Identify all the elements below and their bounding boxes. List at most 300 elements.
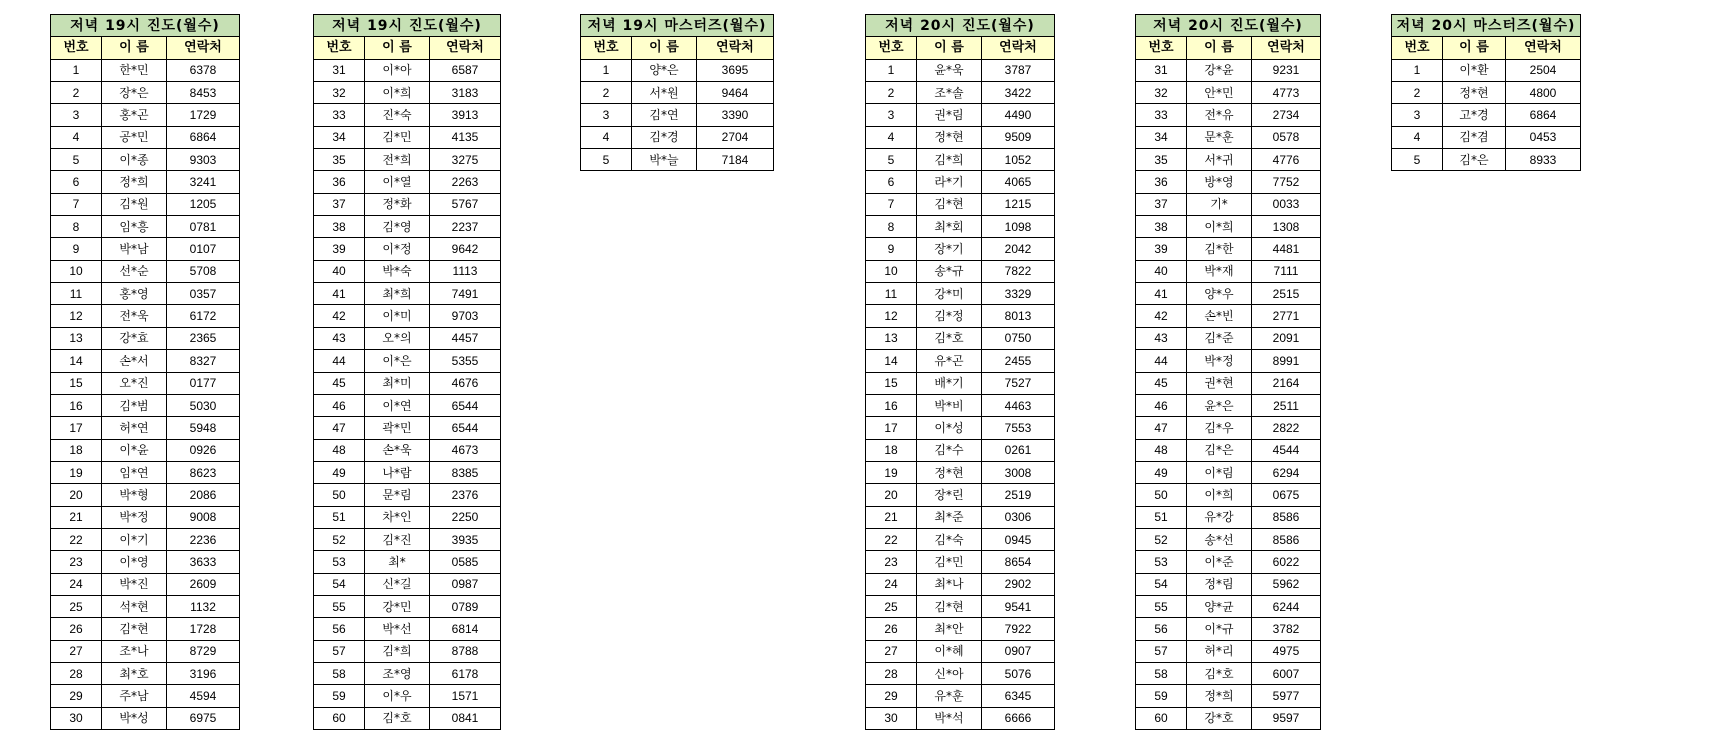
member-name: 신*아	[917, 662, 982, 684]
table-row	[51, 528, 240, 550]
row-number: 15	[866, 372, 917, 394]
member-name: 김*희	[365, 640, 430, 662]
table-row	[51, 283, 240, 305]
member-name: 유*강	[1187, 506, 1252, 528]
table-row	[51, 260, 240, 282]
table-row	[51, 707, 240, 729]
member-name: 홍*영	[102, 283, 167, 305]
row-number: 17	[866, 417, 917, 439]
table-row	[1136, 484, 1321, 506]
row-number: 12	[866, 305, 917, 327]
header-name: 이 름	[1443, 37, 1506, 59]
contact-number: 2236	[167, 528, 240, 550]
contact-number: 1098	[982, 216, 1055, 238]
contact-number: 1728	[167, 618, 240, 640]
table-row	[1136, 126, 1321, 148]
member-name: 김*경	[632, 126, 697, 148]
member-name: 최*희	[365, 283, 430, 305]
row-number: 50	[314, 484, 365, 506]
row-number: 26	[866, 618, 917, 640]
row-number: 48	[1136, 439, 1187, 461]
contact-number: 0578	[1252, 126, 1321, 148]
member-name: 박*정	[1187, 350, 1252, 372]
table-row	[866, 305, 1055, 327]
member-name: 손*빈	[1187, 305, 1252, 327]
table-row	[1136, 327, 1321, 349]
contact-number: 7184	[697, 149, 774, 171]
table-row	[1136, 685, 1321, 707]
contact-number: 0789	[430, 595, 501, 617]
table-row	[314, 484, 501, 506]
row-number: 46	[1136, 394, 1187, 416]
member-name: 김*영	[365, 216, 430, 238]
contact-number: 6345	[982, 685, 1055, 707]
table-row	[51, 394, 240, 416]
contact-number: 6814	[430, 618, 501, 640]
member-name: 이*준	[1187, 551, 1252, 573]
member-name: 유*곤	[917, 350, 982, 372]
row-number: 2	[51, 82, 102, 104]
row-number: 28	[51, 662, 102, 684]
contact-number: 9703	[430, 305, 501, 327]
member-name: 김*민	[917, 551, 982, 573]
table-row	[314, 372, 501, 394]
contact-number: 3782	[1252, 618, 1321, 640]
row-number: 54	[314, 573, 365, 595]
table-row	[1392, 126, 1581, 148]
header-name: 이 름	[365, 37, 430, 59]
row-number: 52	[1136, 528, 1187, 550]
member-name: 주*남	[102, 685, 167, 707]
table-row	[314, 305, 501, 327]
member-name: 문*훈	[1187, 126, 1252, 148]
table-row	[866, 595, 1055, 617]
row-number: 49	[1136, 461, 1187, 483]
table-row	[51, 618, 240, 640]
contact-number: 0033	[1252, 193, 1321, 215]
contact-number: 3275	[430, 149, 501, 171]
row-number: 24	[866, 573, 917, 595]
row-number: 25	[51, 595, 102, 617]
member-name: 최*준	[917, 506, 982, 528]
contact-number: 7922	[982, 618, 1055, 640]
row-number: 9	[51, 238, 102, 260]
member-name: 전*희	[365, 149, 430, 171]
contact-number: 2164	[1252, 372, 1321, 394]
row-number: 10	[866, 260, 917, 282]
contact-number: 8013	[982, 305, 1055, 327]
row-number: 31	[1136, 59, 1187, 81]
contact-number: 5076	[982, 662, 1055, 684]
contact-number: 0261	[982, 439, 1055, 461]
table-row	[51, 171, 240, 193]
row-number: 5	[51, 149, 102, 171]
member-name: 김*호	[917, 327, 982, 349]
member-name: 배*기	[917, 372, 982, 394]
member-name: 김*은	[1443, 149, 1506, 171]
contact-number: 6544	[430, 417, 501, 439]
table-row	[581, 59, 774, 81]
table-row	[1136, 104, 1321, 126]
row-number: 14	[51, 350, 102, 372]
member-name: 유*훈	[917, 685, 982, 707]
contact-number: 9464	[697, 82, 774, 104]
contact-number: 7822	[982, 260, 1055, 282]
contact-number: 2734	[1252, 104, 1321, 126]
row-number: 4	[581, 126, 632, 148]
contact-number: 5030	[167, 394, 240, 416]
header-number: 번호	[866, 37, 917, 59]
table-row	[866, 59, 1055, 81]
table-row	[1136, 551, 1321, 573]
table-row	[1136, 372, 1321, 394]
row-number: 42	[314, 305, 365, 327]
contact-number: 4463	[982, 394, 1055, 416]
contact-number: 0750	[982, 327, 1055, 349]
table-row	[1136, 216, 1321, 238]
contact-number: 4490	[982, 104, 1055, 126]
member-name: 이*환	[1443, 59, 1506, 81]
table-row	[51, 551, 240, 573]
row-number: 55	[1136, 595, 1187, 617]
member-name: 서*원	[632, 82, 697, 104]
header-number: 번호	[51, 37, 102, 59]
table-row	[314, 506, 501, 528]
member-name: 홍*곤	[102, 104, 167, 126]
contact-number: 5767	[430, 193, 501, 215]
member-name: 권*림	[917, 104, 982, 126]
member-name: 신*길	[365, 573, 430, 595]
row-number: 6	[866, 171, 917, 193]
contact-number: 6244	[1252, 595, 1321, 617]
member-name: 이*성	[917, 417, 982, 439]
row-number: 4	[866, 126, 917, 148]
row-number: 3	[51, 104, 102, 126]
row-number: 53	[1136, 551, 1187, 573]
row-number: 33	[1136, 104, 1187, 126]
table-row	[1136, 305, 1321, 327]
table-row	[1136, 506, 1321, 528]
table-row	[581, 82, 774, 104]
table-row	[314, 283, 501, 305]
contact-number: 5355	[430, 350, 501, 372]
table-row	[314, 59, 501, 81]
header-name: 이 름	[632, 37, 697, 59]
member-name: 김*수	[917, 439, 982, 461]
row-number: 18	[866, 439, 917, 461]
member-name: 선*순	[102, 260, 167, 282]
contact-number: 3913	[430, 104, 501, 126]
member-name: 박*진	[102, 573, 167, 595]
header-name: 이 름	[917, 37, 982, 59]
member-name: 문*림	[365, 484, 430, 506]
table-row	[51, 439, 240, 461]
table-row	[866, 707, 1055, 729]
table-row	[866, 528, 1055, 550]
member-name: 서*귀	[1187, 149, 1252, 171]
row-number: 37	[1136, 193, 1187, 215]
member-name: 장*은	[102, 82, 167, 104]
table-row	[314, 707, 501, 729]
row-number: 55	[314, 595, 365, 617]
row-number: 4	[1392, 126, 1443, 148]
member-name: 김*희	[917, 149, 982, 171]
member-name: 최*안	[917, 618, 982, 640]
contact-number: 2504	[1506, 59, 1581, 81]
table-title: 저녁 19시 마스터즈(월수)	[581, 15, 774, 37]
member-name: 기*	[1187, 193, 1252, 215]
table-row	[866, 506, 1055, 528]
member-name: 최*	[365, 551, 430, 573]
table-row	[581, 126, 774, 148]
contact-number: 8453	[167, 82, 240, 104]
member-name: 박*남	[102, 238, 167, 260]
table-row	[866, 640, 1055, 662]
contact-number: 3390	[697, 104, 774, 126]
member-name: 김*우	[1187, 417, 1252, 439]
table-row	[314, 104, 501, 126]
row-number: 39	[314, 238, 365, 260]
row-number: 28	[866, 662, 917, 684]
member-name: 이*희	[1187, 484, 1252, 506]
contact-number: 7553	[982, 417, 1055, 439]
member-name: 공*민	[102, 126, 167, 148]
table-title: 저녁 19시 진도(월수)	[51, 15, 240, 37]
member-name: 정*현	[917, 126, 982, 148]
table-row	[51, 193, 240, 215]
contact-number: 8385	[430, 461, 501, 483]
contact-number: 8933	[1506, 149, 1581, 171]
contact-number: 0107	[167, 238, 240, 260]
table-row	[1136, 394, 1321, 416]
row-number: 59	[1136, 685, 1187, 707]
row-number: 16	[51, 394, 102, 416]
contact-number: 9008	[167, 506, 240, 528]
member-name: 강*효	[102, 327, 167, 349]
row-number: 44	[1136, 350, 1187, 372]
contact-number: 4673	[430, 439, 501, 461]
contact-number: 0357	[167, 283, 240, 305]
row-number: 33	[314, 104, 365, 126]
contact-number: 6172	[167, 305, 240, 327]
row-number: 21	[866, 506, 917, 528]
row-number: 11	[51, 283, 102, 305]
row-number: 1	[1392, 59, 1443, 81]
table-row	[51, 506, 240, 528]
member-name: 차*인	[365, 506, 430, 528]
member-name: 송*선	[1187, 528, 1252, 550]
header-contact: 연락처	[1252, 37, 1321, 59]
contact-number: 1729	[167, 104, 240, 126]
contact-number: 0585	[430, 551, 501, 573]
table-row	[51, 216, 240, 238]
member-name: 양*균	[1187, 595, 1252, 617]
row-number: 5	[1392, 149, 1443, 171]
header-number: 번호	[314, 37, 365, 59]
contact-number: 4544	[1252, 439, 1321, 461]
contact-number: 0926	[167, 439, 240, 461]
contact-number: 4773	[1252, 82, 1321, 104]
table-row	[866, 126, 1055, 148]
row-number: 3	[581, 104, 632, 126]
member-name: 박*재	[1187, 260, 1252, 282]
member-name: 손*욱	[365, 439, 430, 461]
row-number: 58	[1136, 662, 1187, 684]
contact-number: 8788	[430, 640, 501, 662]
row-number: 44	[314, 350, 365, 372]
row-number: 49	[314, 461, 365, 483]
member-name: 나*람	[365, 461, 430, 483]
row-number: 8	[866, 216, 917, 238]
member-name: 김*한	[1187, 238, 1252, 260]
table-row	[1136, 662, 1321, 684]
row-number: 5	[866, 149, 917, 171]
row-number: 8	[51, 216, 102, 238]
contact-number: 3241	[167, 171, 240, 193]
contact-number: 8586	[1252, 506, 1321, 528]
contact-number: 2771	[1252, 305, 1321, 327]
member-name: 조*솔	[917, 82, 982, 104]
contact-number: 3787	[982, 59, 1055, 81]
member-name: 김*범	[102, 394, 167, 416]
contact-number: 4594	[167, 685, 240, 707]
table-row	[1136, 461, 1321, 483]
row-number: 2	[866, 82, 917, 104]
member-name: 고*경	[1443, 104, 1506, 126]
table-row	[1136, 283, 1321, 305]
table-row	[866, 238, 1055, 260]
member-name: 조*나	[102, 640, 167, 662]
row-number: 15	[51, 372, 102, 394]
contact-number: 3196	[167, 662, 240, 684]
row-number: 53	[314, 551, 365, 573]
contact-number: 7527	[982, 372, 1055, 394]
roster-table	[313, 14, 501, 730]
row-number: 35	[314, 149, 365, 171]
member-name: 이*열	[365, 171, 430, 193]
contact-number: 6587	[430, 59, 501, 81]
contact-number: 1052	[982, 149, 1055, 171]
contact-number: 8623	[167, 461, 240, 483]
contact-number: 4457	[430, 327, 501, 349]
member-name: 박*성	[102, 707, 167, 729]
row-number: 32	[1136, 82, 1187, 104]
contact-number: 2609	[167, 573, 240, 595]
row-number: 30	[51, 707, 102, 729]
member-name: 방*영	[1187, 171, 1252, 193]
member-name: 강*민	[365, 595, 430, 617]
contact-number: 6294	[1252, 461, 1321, 483]
contact-number: 3935	[430, 528, 501, 550]
table-row	[1136, 528, 1321, 550]
contact-number: 7491	[430, 283, 501, 305]
contact-number: 3695	[697, 59, 774, 81]
member-name: 임*흥	[102, 216, 167, 238]
member-name: 임*연	[102, 461, 167, 483]
member-name: 김*민	[365, 126, 430, 148]
row-number: 3	[1392, 104, 1443, 126]
member-name: 장*기	[917, 238, 982, 260]
header-contact: 연락처	[697, 37, 774, 59]
row-number: 22	[866, 528, 917, 550]
table-row	[1136, 439, 1321, 461]
row-number: 32	[314, 82, 365, 104]
member-name: 박*늘	[632, 149, 697, 171]
member-name: 전*유	[1187, 104, 1252, 126]
table-row	[51, 461, 240, 483]
contact-number: 2086	[167, 484, 240, 506]
table-row	[1136, 238, 1321, 260]
contact-number: 0177	[167, 372, 240, 394]
member-name: 박*석	[917, 707, 982, 729]
row-number: 25	[866, 595, 917, 617]
member-name: 이*연	[365, 394, 430, 416]
member-name: 박*정	[102, 506, 167, 528]
table-row	[51, 484, 240, 506]
table-row	[314, 171, 501, 193]
table-row	[314, 551, 501, 573]
row-number: 35	[1136, 149, 1187, 171]
contact-number: 2455	[982, 350, 1055, 372]
table-row	[51, 59, 240, 81]
table-row	[314, 149, 501, 171]
table-row	[1136, 193, 1321, 215]
member-name: 최*미	[365, 372, 430, 394]
table-row	[1136, 573, 1321, 595]
header-number: 번호	[581, 37, 632, 59]
row-number: 1	[866, 59, 917, 81]
contact-number: 0781	[167, 216, 240, 238]
contact-number: 8586	[1252, 528, 1321, 550]
header-number: 번호	[1392, 37, 1443, 59]
table-row	[1136, 82, 1321, 104]
table-row	[314, 461, 501, 483]
member-name: 권*현	[1187, 372, 1252, 394]
row-number: 23	[866, 551, 917, 573]
member-name: 진*숙	[365, 104, 430, 126]
member-name: 박*숙	[365, 260, 430, 282]
contact-number: 1113	[430, 260, 501, 282]
table-row	[51, 149, 240, 171]
member-name: 장*린	[917, 484, 982, 506]
row-number: 31	[314, 59, 365, 81]
table-row	[51, 662, 240, 684]
table-row	[866, 216, 1055, 238]
table-row	[314, 417, 501, 439]
table-row	[866, 618, 1055, 640]
row-number: 1	[581, 59, 632, 81]
table-row	[866, 149, 1055, 171]
contact-number: 9509	[982, 126, 1055, 148]
row-number: 19	[51, 461, 102, 483]
member-name: 이*규	[1187, 618, 1252, 640]
row-number: 18	[51, 439, 102, 461]
table-row	[51, 238, 240, 260]
header-name: 이 름	[102, 37, 167, 59]
row-number: 41	[314, 283, 365, 305]
row-number: 5	[581, 149, 632, 171]
table-row	[51, 350, 240, 372]
contact-number: 0987	[430, 573, 501, 595]
member-name: 이*희	[1187, 216, 1252, 238]
member-name: 허*리	[1187, 640, 1252, 662]
member-name: 김*준	[1187, 327, 1252, 349]
contact-number: 2902	[982, 573, 1055, 595]
contact-number: 1571	[430, 685, 501, 707]
row-number: 56	[314, 618, 365, 640]
member-name: 손*서	[102, 350, 167, 372]
member-name: 강*윤	[1187, 59, 1252, 81]
